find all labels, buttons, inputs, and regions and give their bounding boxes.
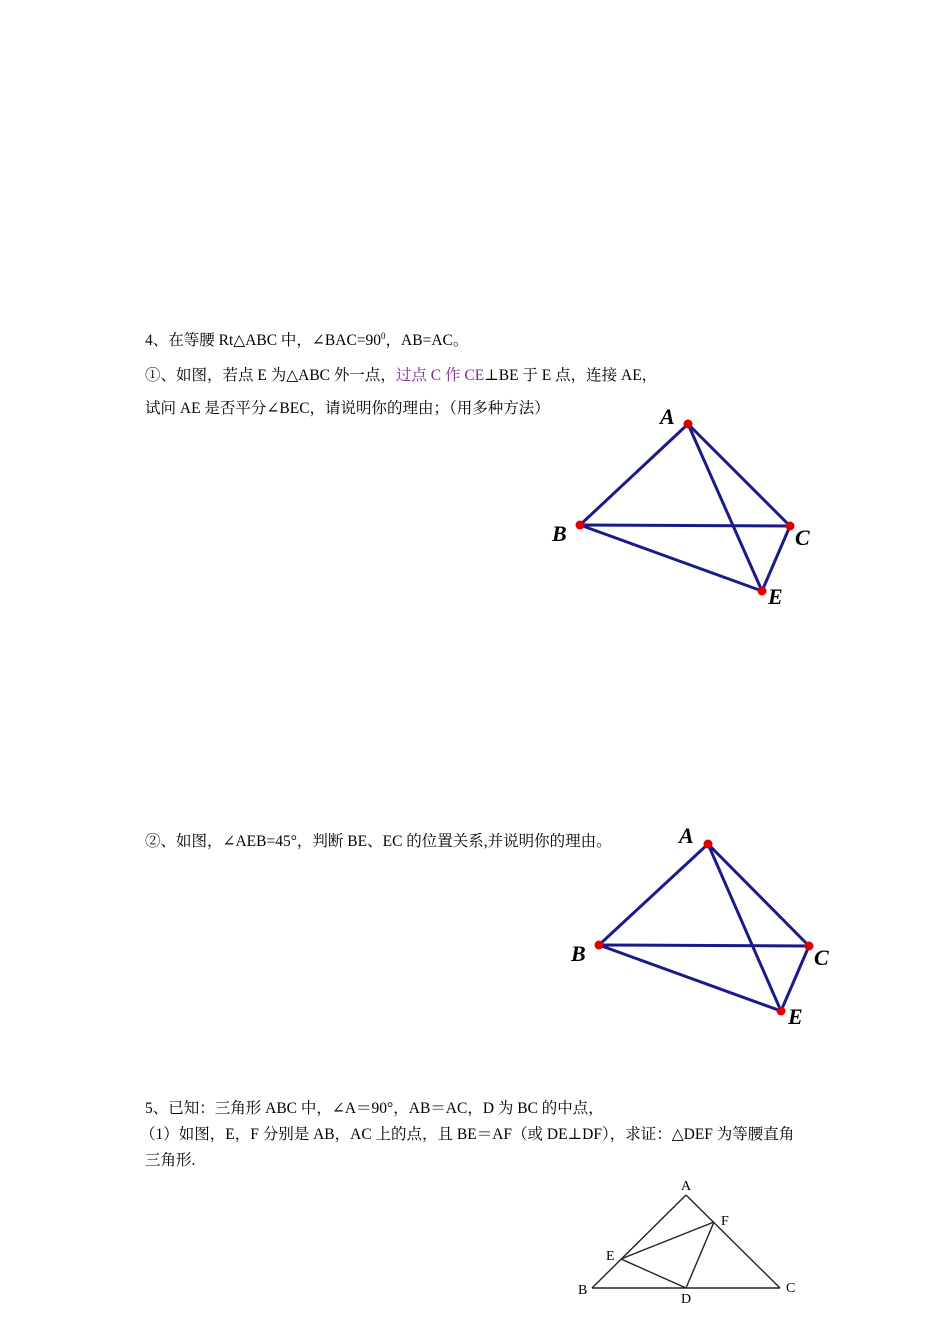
- problem4-part1-tail: ⊥BE 于 E 点，连接 AE，: [484, 367, 658, 384]
- problem4-part1-line2: 试问 AE 是否平分∠BEC，请说明你的理由；（用多种方法）: [145, 400, 550, 417]
- label-c: C: [814, 945, 829, 970]
- figure-triangle-abce-2: [560, 820, 850, 1035]
- segment-ae: [688, 424, 762, 591]
- point-e: [758, 587, 767, 596]
- label-b: B: [578, 1283, 588, 1298]
- point-e: [777, 1007, 786, 1016]
- point-a: [704, 840, 713, 849]
- label-a: A: [660, 404, 675, 429]
- point-c: [786, 522, 795, 531]
- label-c: C: [795, 525, 810, 550]
- problem4-part1-text: ①、如图，若点 E 为△ABC 外一点，: [145, 367, 396, 384]
- segment-be: [580, 525, 762, 591]
- label-e: E: [606, 1249, 615, 1264]
- problem5-line1: 5、已知：三角形 ABC 中，∠A＝90°，AB＝AC，D 为 BC 的中点，: [145, 1100, 604, 1117]
- problem4-part1-line1: [145, 366, 657, 386]
- figure-triangle-def: [570, 1170, 810, 1310]
- segment-ac: [708, 844, 809, 946]
- label-b: B: [571, 941, 586, 966]
- segment-ab: [580, 424, 688, 525]
- label-e: E: [768, 584, 783, 609]
- segment-ac: [686, 1195, 780, 1288]
- degree-superscript: 0: [381, 331, 386, 341]
- segment-be: [599, 945, 781, 1011]
- segment-ce: [781, 946, 809, 1011]
- segment-bc: [599, 945, 809, 946]
- label-a: A: [681, 1179, 692, 1194]
- segment-ab: [592, 1195, 686, 1288]
- label-a: A: [679, 823, 694, 848]
- problem4-title-tail: ，AB=AC。: [385, 332, 469, 349]
- segment-ed: [621, 1259, 686, 1288]
- segment-ae: [708, 844, 781, 1011]
- label-d: D: [681, 1292, 692, 1307]
- point-c: [805, 942, 814, 951]
- segment-ce: [762, 526, 790, 591]
- problem4-title: [145, 331, 468, 351]
- problem4-part2-line: ②、如图，∠AEB=45°，判断 BE、EC 的位置关系,并说明你的理由。: [145, 833, 612, 850]
- segment-ac: [688, 424, 790, 526]
- problem5-line2: （1）如图，E，F 分别是 AB，AC 上的点，且 BE＝AF（或 DE⊥DF），求证：△DEF 为等腰直角: [140, 1126, 795, 1143]
- label-c: C: [786, 1281, 796, 1296]
- figure-triangle-abce-1: [540, 400, 840, 615]
- point-a: [684, 420, 693, 429]
- problem4-title-text: 4、在等腰 Rt△ABC 中，∠BAC=90: [145, 332, 382, 349]
- label-e: E: [788, 1004, 803, 1029]
- point-b: [576, 521, 585, 530]
- label-b: B: [552, 521, 567, 546]
- label-f: F: [721, 1214, 729, 1229]
- problem4-part1-highlight: 过点 C 作 CE: [395, 367, 485, 384]
- problem5-line3: 三角形.: [145, 1152, 196, 1169]
- point-b: [595, 941, 604, 950]
- segment-bc: [580, 525, 790, 526]
- segment-ab: [599, 844, 708, 945]
